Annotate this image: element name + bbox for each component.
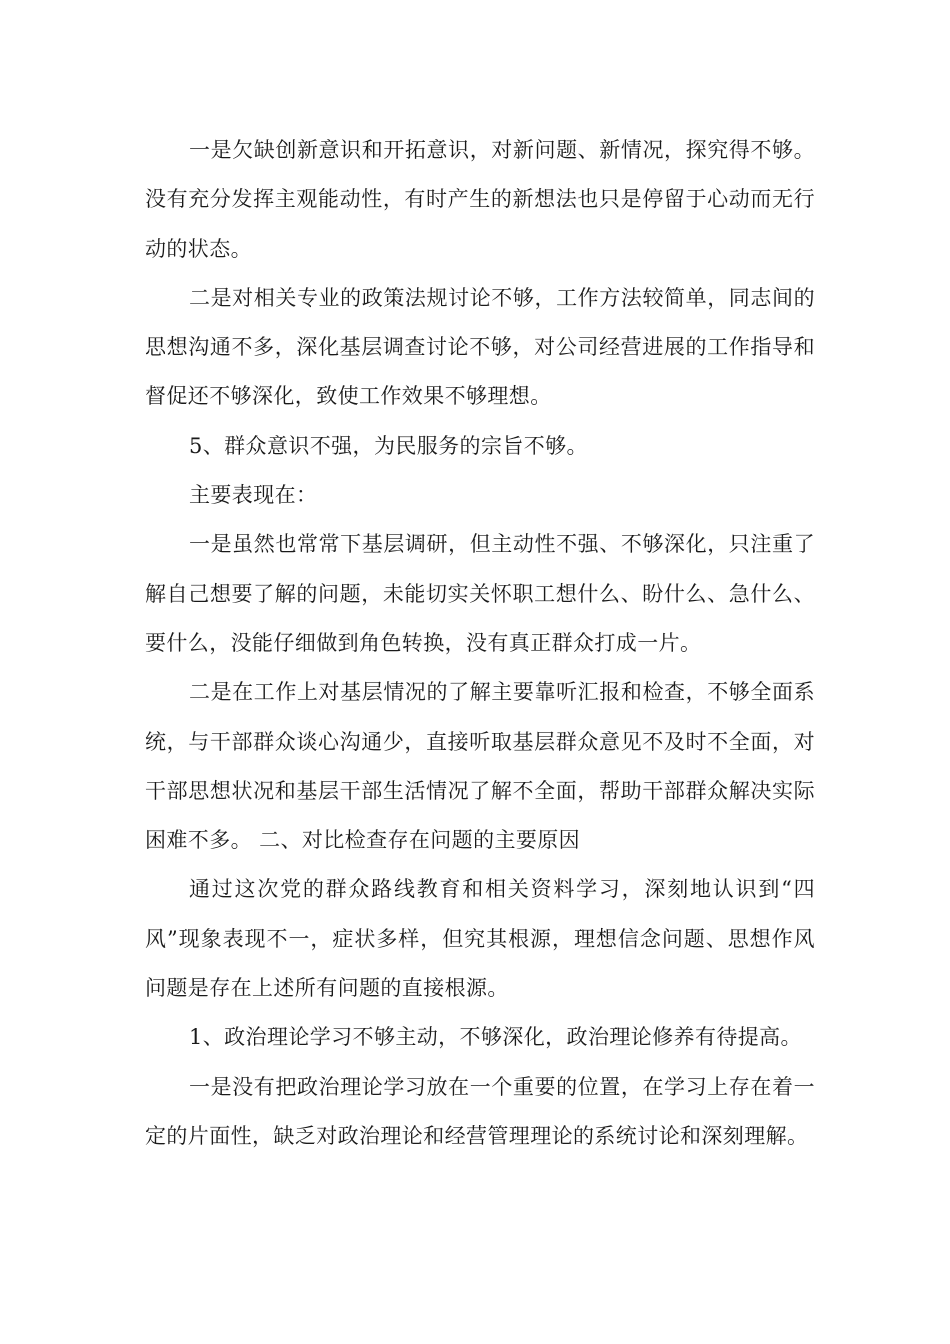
document-page [145, 126, 815, 1161]
paragraph: 一是没有把政治理论学习放在一个重要的位置，在学习上存在着一定的片面性，缺乏对政治理论和经营管理理论的系统讨论和深刻理解。 [145, 1074, 815, 1148]
paragraph: 二是对相关专业的政策法规讨论不够，工作方法较简单，同志间的思想沟通不多，深化基层调查讨论不够，对公司经营进展的工作指导和督促还不够深化，致使工作效果不够理想。 [145, 285, 815, 409]
paragraph: 1、政治理论学习不够主动，不够深化，政治理论修养有待提高。 [189, 1025, 802, 1050]
paragraph: 一是欠缺创新意识和开拓意识，对新问题、新情况，探究得不够。没有充分发挥主观能动性，有时产生的新想法也只是停留于心动而无行动的状态。 [145, 138, 815, 261]
paragraph: 通过这次党的群众路线教育和相关资料学习，深刻地认识到“四风”现象表现不一，症状多样，但究其根源，理想信念问题、思想作风问题是存在上述所有问题的直接根源。 [145, 877, 815, 1001]
paragraph: 5、群众意识不强，为民服务的宗旨不够。 [189, 433, 588, 458]
paragraph: 主要表现在： [189, 483, 318, 508]
paragraph: 二是在工作上对基层情况的了解主要靠听汇报和检查，不够全面系统，与干部群众谈心沟通少，直接听取基层群众意见不及时不全面，对干部思想状况和基层干部生活情况了解不全面，帮助干部群众解决实际困难不多。 二、对比检查存在问题的主要原因 [145, 680, 815, 853]
paragraph: 一是虽然也常常下基层调研，但主动性不强、不够深化，只注重了解自己想要了解的问题，未能切实关怀职工想什么、盼什么、急什么、要什么，没能仔细做到角色转换，没有真正群众打成一片。 [145, 532, 815, 655]
